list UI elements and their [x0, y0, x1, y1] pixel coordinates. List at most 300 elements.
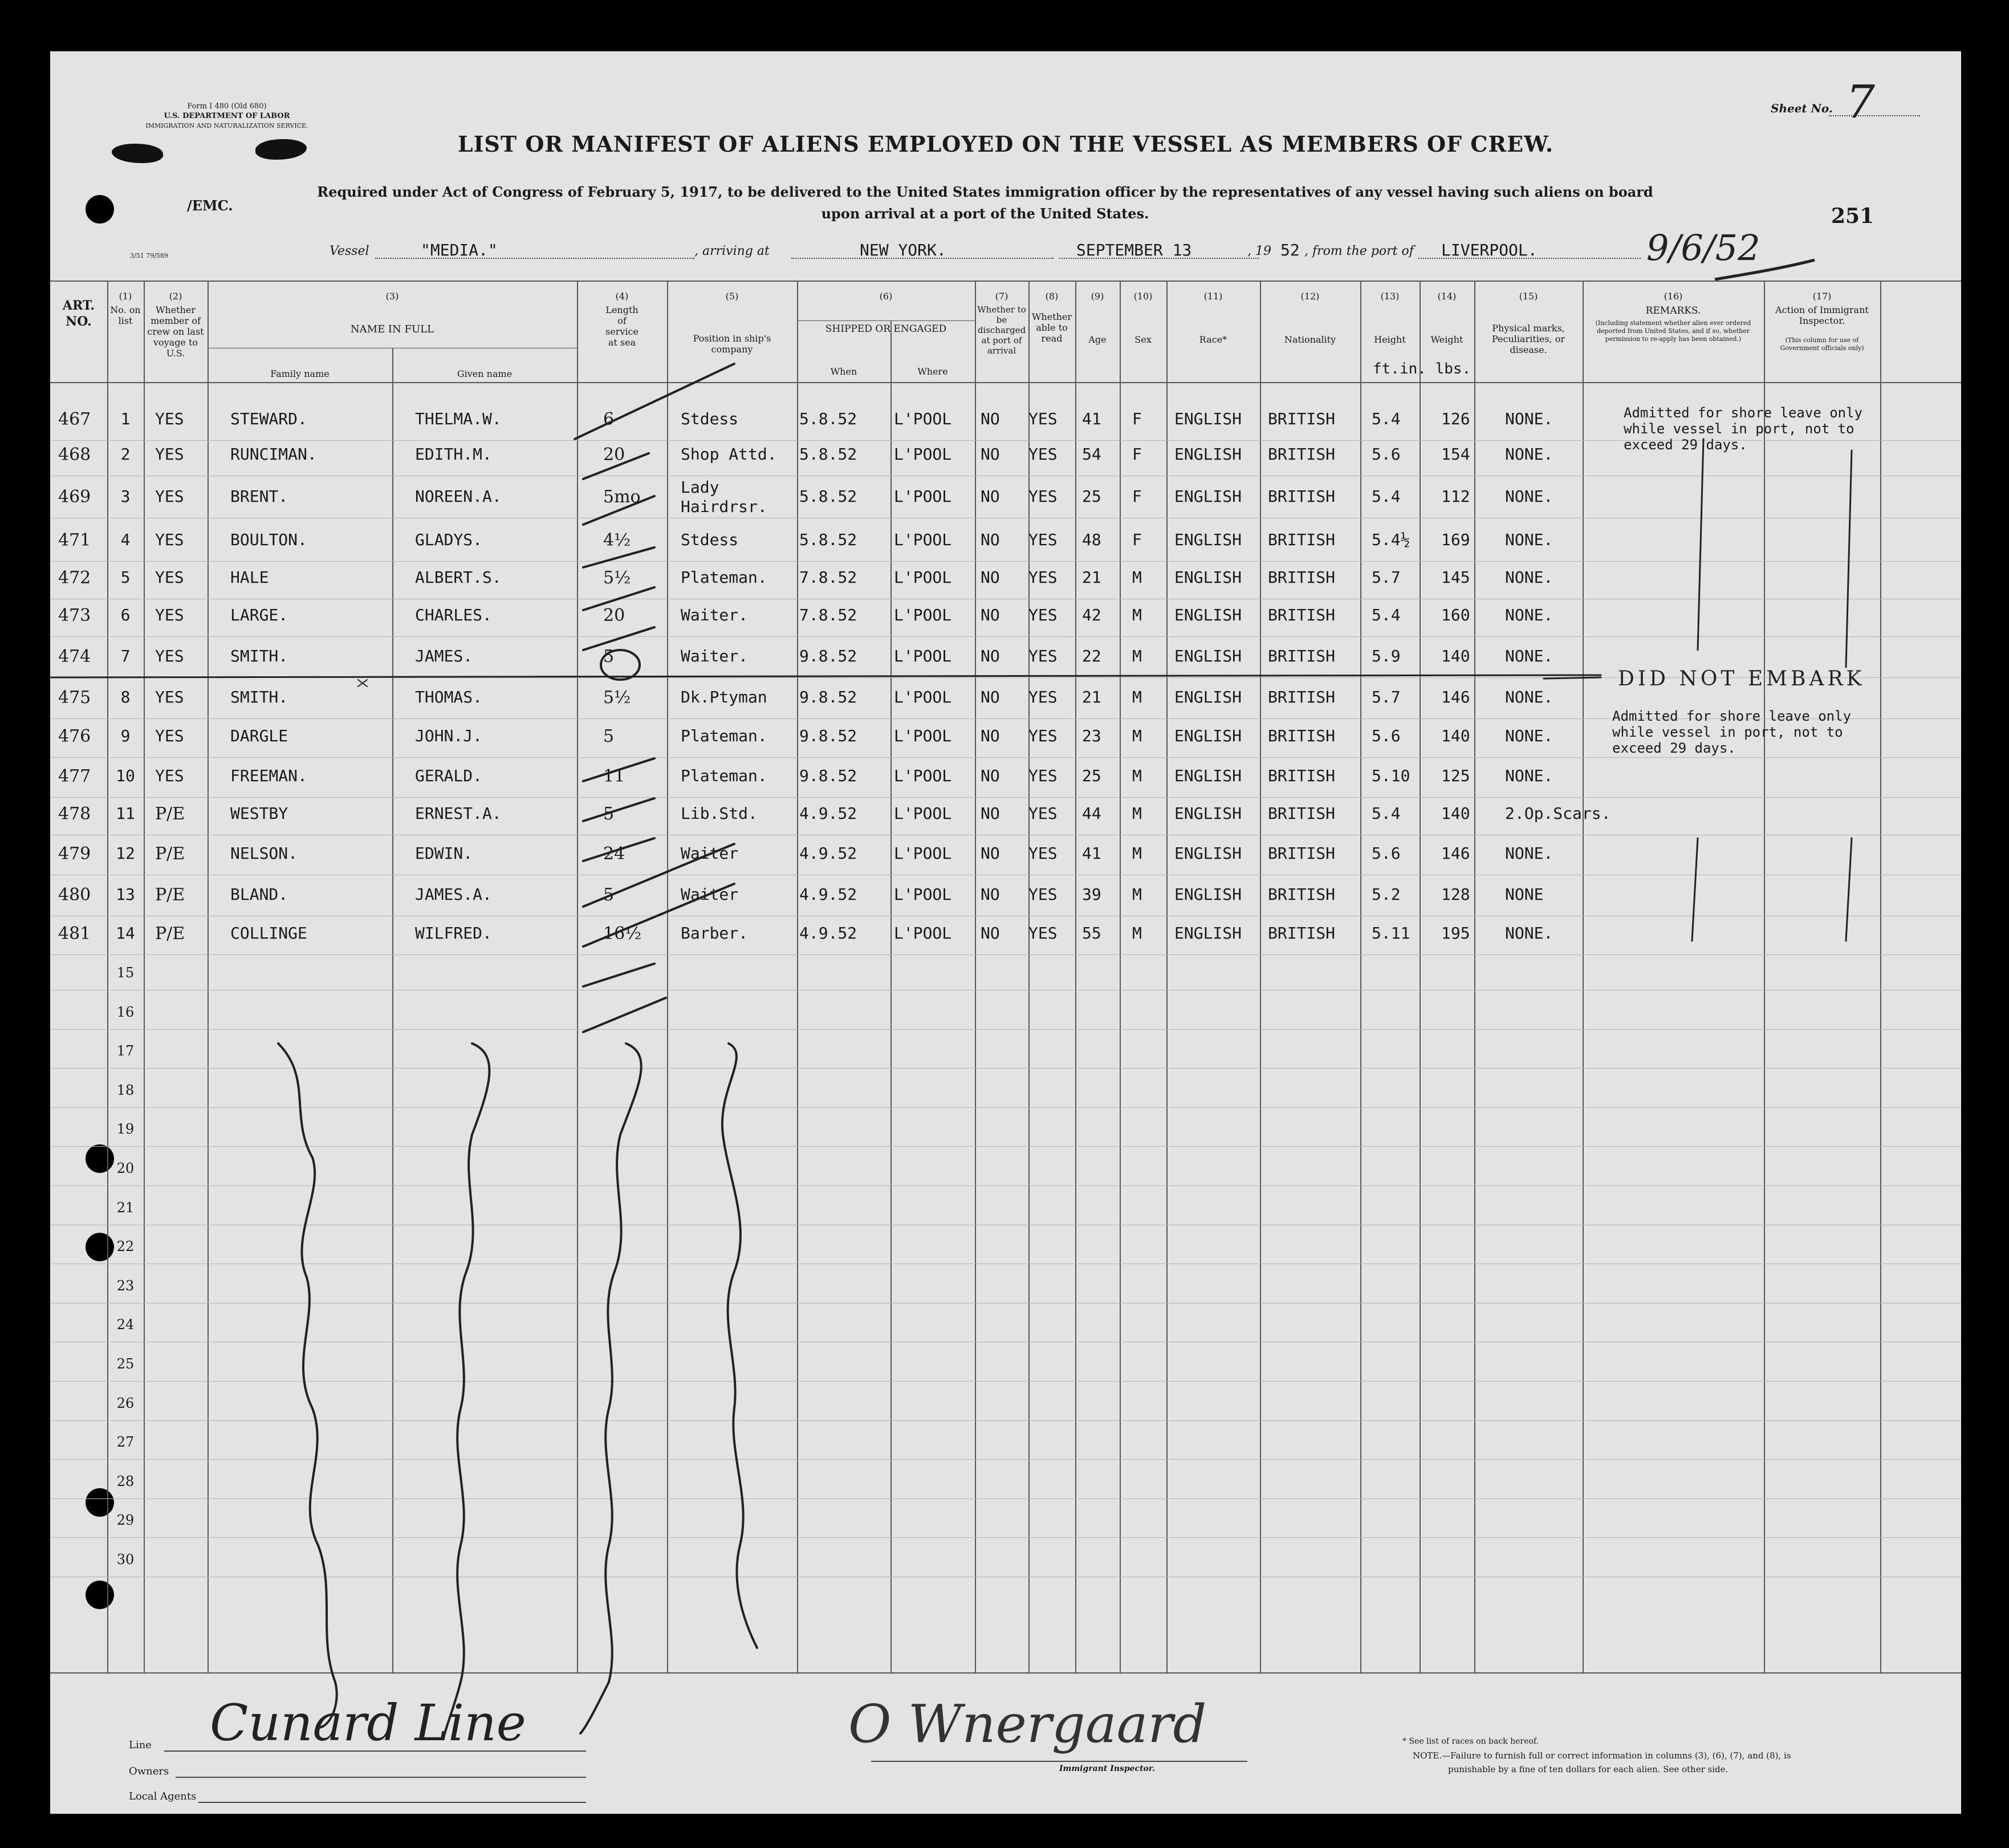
cell-sex: M: [1132, 688, 1142, 706]
cell-race: ENGLISH: [1174, 647, 1242, 665]
cell-position: Barber.: [681, 924, 749, 943]
header-c14-num: (14): [1437, 291, 1457, 302]
cell-age: 55: [1082, 924, 1101, 943]
cell-sex: M: [1132, 885, 1142, 904]
header-c2-num: (2): [169, 291, 182, 302]
cell-able-to-read: YES: [1028, 409, 1058, 428]
cell-family-name: BLAND.: [230, 885, 288, 904]
cell-discharged: NO: [981, 844, 1000, 863]
header-c8-num: (8): [1045, 291, 1059, 302]
header-when: When: [830, 366, 857, 377]
header-no-on-list: No. on list: [110, 304, 141, 326]
handwritten-date: 9/6/52: [1646, 227, 1760, 269]
manifest-subtitle-2: upon arrival at a port of the United States.: [821, 205, 1149, 222]
cell-family-name: BRENT.: [230, 487, 288, 506]
cell-given-name: CHARLES.: [415, 606, 492, 624]
arrival-date: SEPTEMBER 13: [1076, 241, 1192, 259]
owners-underline: [176, 1777, 586, 1778]
cell-member-last-voyage: YES: [155, 647, 184, 665]
cell-nationality: BRITISH: [1268, 487, 1336, 506]
cell-length-of-service: 5: [603, 885, 615, 905]
cell-height: 5.7: [1372, 688, 1401, 706]
cell-sex: F: [1132, 530, 1142, 549]
remark-did-not-embark: DID NOT EMBARK: [1618, 667, 1865, 691]
cell-shipped-when: 5.8.52: [799, 530, 857, 549]
cell-weight: 154: [1441, 445, 1470, 464]
cell-weight: 140: [1441, 726, 1470, 745]
header-age: Age: [1088, 334, 1107, 345]
cell-able-to-read: YES: [1028, 885, 1058, 904]
manifest-page: [50, 51, 1961, 1814]
cell-sex: M: [1132, 924, 1142, 943]
cell-discharged: NO: [981, 568, 1000, 587]
cell-no-on-list: 14: [116, 924, 135, 943]
cell-no-on-list: 11: [116, 804, 135, 823]
header-height: Height: [1374, 334, 1406, 345]
header-inspector-action: Action of Immigrant Inspector.: [1775, 304, 1869, 326]
cell-sex: M: [1132, 647, 1142, 665]
cell-member-last-voyage: YES: [155, 606, 184, 624]
cell-length-of-service: 20: [603, 445, 625, 465]
cell-shipped-when: 9.8.52: [799, 647, 857, 665]
cell-height: 5.6: [1372, 445, 1401, 464]
cell-able-to-read: YES: [1028, 530, 1058, 549]
cell-position: Plateman.: [681, 726, 767, 745]
cell-position: Stdess: [681, 409, 739, 428]
cell-discharged: NO: [981, 924, 1000, 943]
cell-given-name: WILFRED.: [415, 924, 492, 943]
manifest-title: LIST OR MANIFEST OF ALIENS EMPLOYED ON THE VESSEL AS MEMBERS OF CREW.: [457, 131, 1554, 157]
from-port-label: , from the port of: [1304, 244, 1414, 258]
cell-given-name: GERALD.: [415, 766, 483, 785]
cell-sex: M: [1132, 844, 1142, 863]
cell-age: 54: [1082, 445, 1101, 464]
cell-age: 23: [1082, 726, 1101, 745]
cell-member-last-voyage: YES: [155, 445, 184, 464]
cell-member-last-voyage: YES: [155, 530, 184, 549]
units-height-weight: ft.in. lbs.: [1373, 360, 1471, 377]
vessel-name: "MEDIA.": [421, 241, 498, 259]
cell-height: 5.7: [1372, 568, 1401, 587]
owners-label: Owners: [129, 1765, 169, 1777]
cell-able-to-read: YES: [1028, 688, 1058, 706]
cell-able-to-read: YES: [1028, 568, 1058, 587]
cell-physical-marks: NONE.: [1505, 568, 1553, 587]
cell-art-no: 480: [58, 885, 91, 905]
cell-length-of-service: 5½: [603, 688, 631, 708]
cell-no-on-list: 13: [116, 885, 135, 904]
cell-family-name: SMITH.: [230, 647, 288, 665]
cell-art-no: 477: [58, 766, 91, 786]
cell-position: Waiter.: [681, 647, 749, 665]
cell-discharged: NO: [981, 885, 1000, 904]
cell-physical-marks: NONE.: [1505, 726, 1553, 745]
header-sex: Sex: [1134, 334, 1152, 345]
office-code: /EMC.: [187, 197, 233, 214]
cell-shipped-when: 9.8.52: [799, 726, 857, 745]
cell-member-last-voyage: YES: [155, 766, 184, 785]
cell-nationality: BRITISH: [1268, 885, 1336, 904]
line-number: 18: [116, 1082, 135, 1098]
cell-age: 41: [1082, 409, 1101, 428]
header-remarks-note: (Including statement whether alien ever ordered deported from United States, and if so, whether permission to re-apply has been obtained.): [1595, 319, 1751, 343]
cell-weight: 126: [1441, 409, 1470, 428]
header-c5-num: (5): [725, 291, 739, 302]
from-port: LIVERPOOL.: [1441, 241, 1538, 259]
cell-nationality: BRITISH: [1268, 766, 1336, 785]
cell-weight: 128: [1441, 885, 1470, 904]
line-number: 27: [116, 1434, 135, 1451]
cell-shipped-when: 7.8.52: [799, 606, 857, 624]
inspector-underline: [871, 1761, 1247, 1762]
cell-shipped-where: L'POOL: [894, 688, 952, 706]
arriving-port: NEW YORK.: [860, 241, 946, 259]
cell-given-name: JOHN.J.: [415, 726, 483, 745]
cell-able-to-read: YES: [1028, 924, 1058, 943]
header-length-of-service: Length of service at sea: [605, 304, 639, 348]
cell-length-of-service: 5: [603, 726, 615, 746]
cell-physical-marks: NONE.: [1505, 530, 1553, 549]
cell-race: ENGLISH: [1174, 688, 1242, 706]
cell-able-to-read: YES: [1028, 647, 1058, 665]
cell-physical-marks: 2.Op.Scars.: [1505, 804, 1611, 823]
cell-given-name: JAMES.A.: [415, 885, 492, 904]
cell-height: 5.10: [1372, 766, 1410, 785]
header-c10-num: (10): [1133, 291, 1153, 302]
cell-shipped-where: L'POOL: [894, 530, 952, 549]
cell-length-of-service: 5½: [603, 568, 631, 588]
cell-physical-marks: NONE.: [1505, 606, 1553, 624]
cell-no-on-list: 9: [120, 726, 131, 745]
cell-discharged: NO: [981, 647, 1000, 665]
form-number: Form I 480 (Old 680): [187, 102, 267, 111]
line-number: 17: [116, 1043, 135, 1059]
cell-position: Waiter: [681, 885, 739, 904]
header-where: Where: [917, 366, 948, 377]
cell-no-on-list: 6: [120, 606, 131, 624]
cell-family-name: FREEMAN.: [230, 766, 307, 785]
cell-nationality: BRITISH: [1268, 647, 1336, 665]
cell-shipped-where: L'POOL: [894, 409, 952, 428]
cell-shipped-where: L'POOL: [894, 568, 952, 587]
header-c13-num: (13): [1380, 291, 1400, 302]
cell-age: 42: [1082, 606, 1101, 624]
line-number: 19: [116, 1121, 135, 1138]
cell-shipped-where: L'POOL: [894, 445, 952, 464]
cell-family-name: RUNCIMAN.: [230, 445, 317, 464]
cell-race: ENGLISH: [1174, 885, 1242, 904]
cell-shipped-where: L'POOL: [894, 844, 952, 863]
cell-given-name: ALBERT.S.: [415, 568, 502, 587]
cell-race: ENGLISH: [1174, 606, 1242, 624]
line-number: 22: [116, 1238, 135, 1255]
cell-physical-marks: NONE.: [1505, 487, 1553, 506]
header-c16-num: (16): [1664, 291, 1683, 302]
cell-height: 5.9: [1372, 647, 1401, 665]
line-number: 24: [116, 1317, 135, 1333]
handwritten-marks: [50, 51, 1961, 1814]
cell-age: 41: [1082, 844, 1101, 863]
cell-art-no: 472: [58, 568, 91, 588]
cell-art-no: 467: [58, 409, 91, 429]
remark-shore-leave-1: Admitted for shore leave only while vessel in port, not to exceed 29 days.: [1624, 405, 1863, 453]
cell-physical-marks: NONE.: [1505, 924, 1553, 943]
inspector-label: Immigrant Inspector.: [1059, 1764, 1155, 1773]
line-number: 30: [116, 1551, 135, 1567]
cell-sex: M: [1132, 568, 1142, 587]
line-number: 23: [116, 1277, 135, 1294]
header-c15-num: (15): [1519, 291, 1538, 302]
line-number: 21: [116, 1199, 135, 1216]
cell-shipped-when: 5.8.52: [799, 445, 857, 464]
cell-art-no: 481: [58, 924, 91, 944]
cell-shipped-when: 5.8.52: [799, 409, 857, 428]
cell-age: 48: [1082, 530, 1101, 549]
cell-family-name: HALE: [230, 568, 269, 587]
cell-shipped-where: L'POOL: [894, 804, 952, 823]
cell-age: 21: [1082, 688, 1101, 706]
cell-position: Hairdrsr.: [681, 497, 767, 516]
cell-race: ENGLISH: [1174, 844, 1242, 863]
header-physical-marks: Physical marks, Peculiarities, or disease.: [1492, 323, 1565, 355]
cell-position: Stdess: [681, 530, 739, 549]
header-c9-num: (9): [1091, 291, 1104, 302]
cell-position: Waiter.: [681, 606, 749, 624]
cell-shipped-when: 9.8.52: [799, 688, 857, 706]
cell-given-name: ERNEST.A.: [415, 804, 502, 823]
cell-physical-marks: NONE.: [1505, 766, 1553, 785]
cell-length-of-service: 4½: [603, 530, 631, 550]
cell-discharged: NO: [981, 804, 1000, 823]
service-name: IMMIGRATION AND NATURALIZATION SERVICE.: [145, 122, 308, 129]
cell-height: 5.4: [1372, 487, 1401, 506]
cell-able-to-read: YES: [1028, 726, 1058, 745]
cell-race: ENGLISH: [1174, 568, 1242, 587]
cell-no-on-list: 2: [120, 445, 131, 464]
fine-note-2: punishable by a fine of ten dollars for each alien. See other side.: [1448, 1764, 1729, 1774]
header-discharged: Whether to be discharged at port of arrival: [977, 304, 1026, 356]
cell-no-on-list: 12: [116, 844, 135, 863]
header-c6-num: (6): [879, 291, 893, 302]
cell-nationality: BRITISH: [1268, 568, 1336, 587]
cell-shipped-where: L'POOL: [894, 487, 952, 506]
cell-member-last-voyage: YES: [155, 688, 184, 706]
cell-given-name: THOMAS.: [415, 688, 483, 706]
header-art-no: ART. NO.: [62, 298, 95, 329]
manifest-subtitle-1: Required under Act of Congress of February 5, 1917, to be delivered to the United States immigration officer by the representatives of any vessel having such aliens on board: [317, 184, 1653, 200]
cell-member-last-voyage: P/E: [155, 885, 185, 905]
cell-race: ENGLISH: [1174, 445, 1242, 464]
cell-race: ENGLISH: [1174, 530, 1242, 549]
cell-height: 5.6: [1372, 726, 1401, 745]
cell-shipped-when: 4.9.52: [799, 804, 857, 823]
cell-height: 5.4: [1372, 804, 1401, 823]
cell-race: ENGLISH: [1174, 804, 1242, 823]
cell-art-no: 478: [58, 804, 91, 824]
cell-able-to-read: YES: [1028, 844, 1058, 863]
cell-member-last-voyage: YES: [155, 487, 184, 506]
cell-family-name: COLLINGE: [230, 924, 307, 943]
cell-sex: F: [1132, 487, 1142, 506]
cell-member-last-voyage: P/E: [155, 804, 185, 824]
cell-able-to-read: YES: [1028, 606, 1058, 624]
vessel-label: Vessel: [330, 244, 369, 258]
header-race: Race*: [1199, 334, 1227, 345]
arrival-year: 52: [1280, 241, 1300, 259]
cell-member-last-voyage: P/E: [155, 844, 185, 864]
header-c17-num: (17): [1812, 291, 1832, 302]
inspector-signature: O Wnergaard: [848, 1693, 1207, 1754]
cell-no-on-list: 1: [120, 409, 131, 428]
cell-length-of-service: 5mo: [603, 487, 641, 507]
cell-weight: 146: [1441, 844, 1470, 863]
cell-length-of-service: 5: [603, 647, 615, 667]
cell-race: ENGLISH: [1174, 409, 1242, 428]
cell-length-of-service: 5: [603, 804, 615, 824]
cell-age: 25: [1082, 487, 1101, 506]
cell-age: 22: [1082, 647, 1101, 665]
races-note: * See list of races on back hereof.: [1402, 1737, 1539, 1746]
cell-able-to-read: YES: [1028, 766, 1058, 785]
cell-shipped-where: L'POOL: [894, 647, 952, 665]
cell-physical-marks: NONE: [1505, 885, 1544, 904]
cell-weight: 112: [1441, 487, 1470, 506]
steamship-line: Cunard Line: [210, 1693, 526, 1752]
cell-art-no: 475: [58, 688, 91, 708]
header-shipped-engaged: SHIPPED OR ENGAGED: [825, 323, 947, 335]
cell-position: Lib.Std.: [681, 804, 758, 823]
cell-shipped-where: L'POOL: [894, 766, 952, 785]
header-c11-num: (11): [1203, 291, 1223, 302]
header-c4-num: (4): [615, 291, 629, 302]
header-remarks: REMARKS.: [1645, 305, 1701, 316]
cell-nationality: BRITISH: [1268, 606, 1336, 624]
header-family-name: Family name: [270, 368, 330, 379]
cell-sex: F: [1132, 445, 1142, 464]
cell-age: 21: [1082, 568, 1101, 587]
fine-note-1: NOTE.—Failure to furnish full or correct information in columns (3), (6), (7), and (8), is: [1413, 1750, 1791, 1761]
cell-shipped-where: L'POOL: [894, 885, 952, 904]
cell-weight: 140: [1441, 804, 1470, 823]
cell-position: Dk.Ptyman: [681, 688, 767, 706]
cell-weight: 145: [1441, 568, 1470, 587]
cell-race: ENGLISH: [1174, 766, 1242, 785]
line-number: 29: [116, 1512, 135, 1529]
cell-nationality: BRITISH: [1268, 726, 1336, 745]
department: U.S. DEPARTMENT OF LABOR: [164, 112, 290, 120]
cell-height: 5.4: [1372, 409, 1401, 428]
cell-race: ENGLISH: [1174, 487, 1242, 506]
line-number: 25: [116, 1356, 135, 1372]
cell-age: 44: [1082, 804, 1101, 823]
cell-sex: M: [1132, 804, 1142, 823]
cell-discharged: NO: [981, 409, 1000, 428]
header-nationality: Nationality: [1284, 334, 1336, 345]
cell-physical-marks: NONE.: [1505, 409, 1553, 428]
cell-weight: 146: [1441, 688, 1470, 706]
local-agents-label: Local Agents: [129, 1790, 197, 1802]
header-weight: Weight: [1430, 334, 1463, 345]
cell-member-last-voyage: P/E: [155, 924, 185, 944]
cell-member-last-voyage: YES: [155, 726, 184, 745]
cell-shipped-where: L'POOL: [894, 924, 952, 943]
header-c1-num: (1): [119, 291, 132, 302]
cell-given-name: EDWIN.: [415, 844, 473, 863]
cell-given-name: EDITH.M.: [415, 445, 492, 464]
cell-art-no: 474: [58, 647, 91, 667]
line-number: 15: [116, 965, 135, 981]
cell-given-name: THELMA.W.: [415, 409, 502, 428]
header-name-in-full: NAME IN FULL: [350, 323, 434, 335]
header-c3-num: (3): [385, 291, 399, 302]
cell-member-last-voyage: YES: [155, 568, 184, 587]
cell-no-on-list: 5: [120, 568, 131, 587]
arriving-label: , arriving at: [694, 244, 770, 258]
line-number: 28: [116, 1473, 135, 1489]
cell-no-on-list: 7: [120, 647, 131, 665]
cell-physical-marks: NONE.: [1505, 647, 1553, 665]
cell-no-on-list: 8: [120, 688, 131, 706]
cell-nationality: BRITISH: [1268, 924, 1336, 943]
cell-art-no: 468: [58, 445, 91, 465]
cell-position-line-1: Lady: [681, 478, 719, 497]
cell-weight: 140: [1441, 647, 1470, 665]
cell-discharged: NO: [981, 445, 1000, 464]
cell-position: Shop Attd.: [681, 445, 777, 464]
cell-family-name: NELSON.: [230, 844, 298, 863]
header-given-name: Given name: [457, 368, 513, 379]
cell-family-name: BOULTON.: [230, 530, 307, 549]
cell-family-name: STEWARD.: [230, 409, 307, 428]
cell-physical-marks: NONE.: [1505, 445, 1553, 464]
cell-nationality: BRITISH: [1268, 530, 1336, 549]
line-label: Line: [129, 1739, 152, 1751]
cell-shipped-when: 5.8.52: [799, 487, 857, 506]
cell-sex: M: [1132, 726, 1142, 745]
cell-height: 5.4: [1372, 606, 1401, 624]
cell-nationality: BRITISH: [1268, 844, 1336, 863]
cell-height: 5.6: [1372, 844, 1401, 863]
cell-sex: M: [1132, 606, 1142, 624]
cell-art-no: 479: [58, 844, 91, 864]
cell-height: 5.2: [1372, 885, 1401, 904]
cell-position: Plateman.: [681, 568, 767, 587]
line-number: 20: [116, 1160, 135, 1176]
cell-art-no: 473: [58, 606, 91, 626]
cell-discharged: NO: [981, 487, 1000, 506]
cell-art-no: 471: [58, 530, 91, 550]
cell-position: Plateman.: [681, 766, 767, 785]
cell-position: Waiter: [681, 844, 739, 863]
cell-no-on-list: 4: [120, 530, 131, 549]
cell-weight: 195: [1441, 924, 1470, 943]
cell-height: 5.11: [1372, 924, 1410, 943]
cell-family-name: DARGLE: [230, 726, 288, 745]
cell-shipped-when: 7.8.52: [799, 568, 857, 587]
cell-nationality: BRITISH: [1268, 804, 1336, 823]
cell-weight: 125: [1441, 766, 1470, 785]
cell-able-to-read: YES: [1028, 445, 1058, 464]
cell-shipped-when: 9.8.52: [799, 766, 857, 785]
cell-shipped-when: 4.9.52: [799, 885, 857, 904]
cell-weight: 160: [1441, 606, 1470, 624]
cell-shipped-when: 4.9.52: [799, 924, 857, 943]
cell-no-on-list: 3: [120, 487, 131, 506]
cell-length-of-service: 16½: [603, 924, 642, 944]
cell-weight: 169: [1441, 530, 1470, 549]
cell-physical-marks: NONE.: [1505, 844, 1553, 863]
cell-given-name: NOREEN.A.: [415, 487, 502, 506]
